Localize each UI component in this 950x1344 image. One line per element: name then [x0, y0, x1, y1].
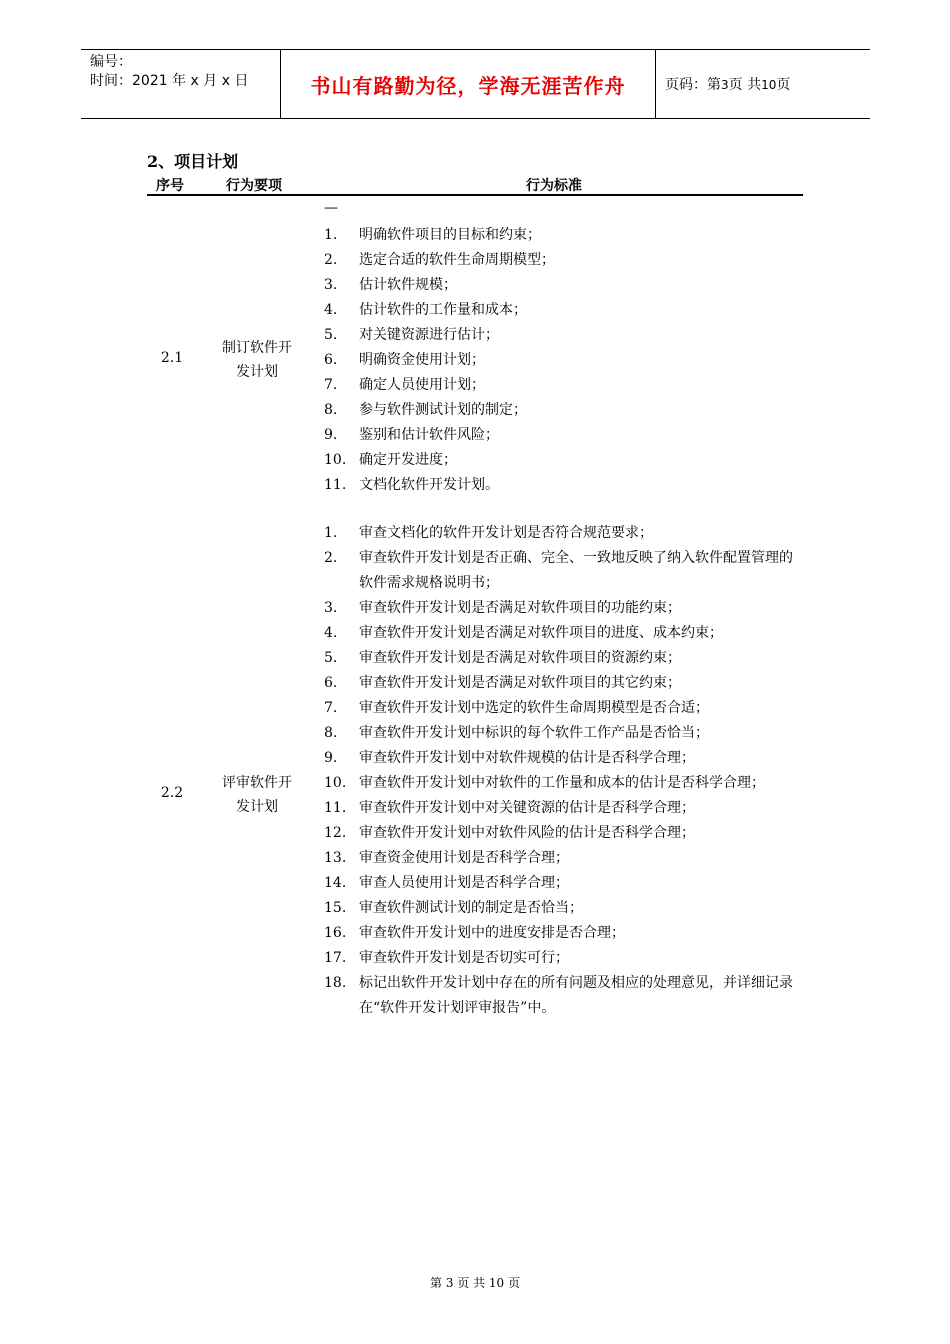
list-item-number: 6.	[324, 675, 338, 691]
list-item	[324, 546, 796, 596]
list-item-number: 4.	[324, 302, 338, 318]
list-item-text: 审查软件开发计划中对软件的工作量和成本的估计是否科学合理；	[359, 775, 765, 791]
list-item-number: 7.	[324, 700, 338, 716]
list-item	[324, 423, 804, 448]
list-item-text: 明确软件项目的目标和约束；	[359, 227, 541, 243]
list-item-text: 确定人员使用计划；	[359, 377, 485, 393]
list-item-text: 估计软件规模；	[359, 277, 457, 293]
page-current: 3	[721, 78, 729, 92]
list-item	[324, 921, 796, 946]
list-item	[324, 946, 796, 971]
list-item-number: 2.	[324, 252, 338, 268]
list-item-number: 10.	[324, 452, 347, 468]
page-middle: 页 共	[728, 77, 762, 93]
list-item-text: 明确资金使用计划；	[359, 352, 485, 368]
page-footer: 第 3 页 共 10 页	[430, 1276, 520, 1290]
list-item	[324, 273, 804, 298]
document-number-label: 编号：	[90, 54, 132, 70]
page-header	[81, 49, 870, 119]
list-item-number: 12.	[324, 825, 347, 841]
list-item	[324, 448, 804, 473]
list-item-number: 11.	[324, 800, 347, 816]
list-item-text: 审查软件开发计划是否满足对软件项目的功能约束；	[359, 600, 681, 616]
column-header-standard: 行为标准	[526, 178, 582, 194]
header-motto: 书山有路勤为径，学海无涯苦作舟	[310, 74, 626, 98]
header-meta	[90, 53, 248, 91]
list-item-text: 鉴别和估计软件风险；	[359, 427, 499, 443]
list-item	[324, 521, 796, 546]
list-item-text: 审查人员使用计划是否科学合理；	[359, 875, 569, 891]
list-item-text: 审查软件开发计划是否满足对软件项目的进度、成本约束；	[359, 625, 723, 641]
row-number: 2.1	[160, 350, 184, 366]
list-item-text: 估计软件的工作量和成本；	[359, 302, 527, 318]
row-item-line: 发计划	[236, 799, 278, 815]
list-item	[324, 696, 796, 721]
list-item-text: 审查文档化的软件开发计划是否符合规范要求；	[359, 525, 653, 541]
list-item	[324, 871, 796, 896]
list-item	[324, 223, 804, 248]
row-item-label	[205, 771, 309, 819]
list-item-number: 4.	[324, 625, 338, 641]
list-item-text: 审查资金使用计划是否科学合理；	[359, 850, 569, 866]
list-item	[324, 373, 804, 398]
row-number: 2.2	[160, 785, 184, 801]
list-item-number: 9.	[324, 750, 338, 766]
list-item	[324, 971, 796, 1021]
list-item-text: 标记出软件开发计划中存在的所有问题及相应的处理意见，并详细记录在“软件开发计划评审报告”中。	[359, 975, 793, 1016]
list-item-number: 16.	[324, 925, 347, 941]
list-item	[324, 796, 796, 821]
list-item	[324, 721, 796, 746]
list-item-text: 审查软件开发计划是否正确、完全、一致地反映了纳入软件配置管理的软件需求规格说明书；	[359, 550, 793, 591]
list-item-number: 5.	[324, 327, 338, 343]
list-item	[324, 473, 804, 498]
list-item-text: 对关键资源进行估计；	[359, 327, 499, 343]
document-time-label: 时间：2021 年 x 月 x 日	[90, 73, 249, 89]
page-prefix: 页码：第	[665, 77, 721, 93]
row-item-line: 评审软件开	[222, 775, 292, 791]
list-item-text: 审查软件开发计划中对软件风险的估计是否科学合理；	[359, 825, 695, 841]
page-total: 10	[761, 78, 777, 92]
list-item-number: 15.	[324, 900, 347, 916]
list-item-text: 审查软件开发计划中的进度安排是否合理；	[359, 925, 625, 941]
list-item-number: 7.	[324, 377, 338, 393]
list-item-text: 审查软件开发计划是否满足对软件项目的资源约束；	[359, 650, 681, 666]
list-item-text: 审查软件测试计划的制定是否恰当；	[359, 900, 583, 916]
list-item	[324, 671, 796, 696]
header-divider	[655, 50, 656, 118]
list-item-number: 14.	[324, 875, 347, 891]
list-item-number: 10.	[324, 775, 347, 791]
header-page-number	[665, 74, 790, 94]
list-item-text: 审查软件开发计划中对关键资源的估计是否科学合理；	[359, 800, 695, 816]
list-item-number: 1.	[324, 227, 338, 243]
column-header-item: 行为要项	[226, 178, 282, 194]
row-item-line: 制订软件开	[222, 340, 292, 356]
list-item-number: 13.	[324, 850, 347, 866]
list-item-text: 审查软件开发计划中对软件规模的估计是否科学合理；	[359, 750, 695, 766]
list-item	[324, 646, 796, 671]
list-item	[324, 248, 804, 273]
list-item	[324, 746, 796, 771]
section-title: 2、项目计划	[147, 152, 239, 171]
list-item	[324, 621, 796, 646]
list-item-number: 6.	[324, 352, 338, 368]
list-item-text: 审查软件开发计划中选定的软件生命周期模型是否合适；	[359, 700, 709, 716]
list-item	[324, 398, 804, 423]
list-item-text: 选定合适的软件生命周期模型；	[359, 252, 555, 268]
list-item	[324, 596, 796, 621]
list-item-number: 18.	[324, 975, 347, 991]
list-item	[324, 298, 804, 323]
table-header-rule	[147, 194, 803, 196]
list-item-text: 审查软件开发计划是否切实可行；	[359, 950, 569, 966]
list-item-text: 审查软件开发计划中标识的每个软件工作产品是否恰当；	[359, 725, 709, 741]
list-item-text: 审查软件开发计划是否满足对软件项目的其它约束；	[359, 675, 681, 691]
row-item-label	[205, 336, 309, 384]
list-item	[324, 821, 796, 846]
list-item-number: 3.	[324, 277, 338, 293]
list-item-number: 8.	[324, 402, 338, 418]
list-item-text: 文档化软件开发计划。	[359, 477, 499, 493]
list-item-number: 17.	[324, 950, 347, 966]
list-item-number: 2.	[324, 550, 338, 566]
lead-dash: —	[324, 200, 338, 216]
column-header-number: 序号	[156, 178, 184, 194]
list-item	[324, 846, 796, 871]
row-item-line: 发计划	[236, 364, 278, 380]
list-item	[324, 771, 796, 796]
list-item-number: 1.	[324, 525, 338, 541]
list-item-text: 参与软件测试计划的制定；	[359, 402, 527, 418]
list-item-text: 确定开发进度；	[359, 452, 457, 468]
list-item	[324, 348, 804, 373]
list-item-number: 3.	[324, 600, 338, 616]
list-item-number: 5.	[324, 650, 338, 666]
list-item	[324, 896, 796, 921]
page-suffix: 页	[776, 77, 791, 93]
list-item-number: 8.	[324, 725, 338, 741]
list-item-number: 9.	[324, 427, 338, 443]
list-item	[324, 323, 804, 348]
list-item-number: 11.	[324, 477, 347, 493]
standard-list-2-1	[324, 223, 804, 498]
standard-list-2-2	[324, 521, 796, 1021]
